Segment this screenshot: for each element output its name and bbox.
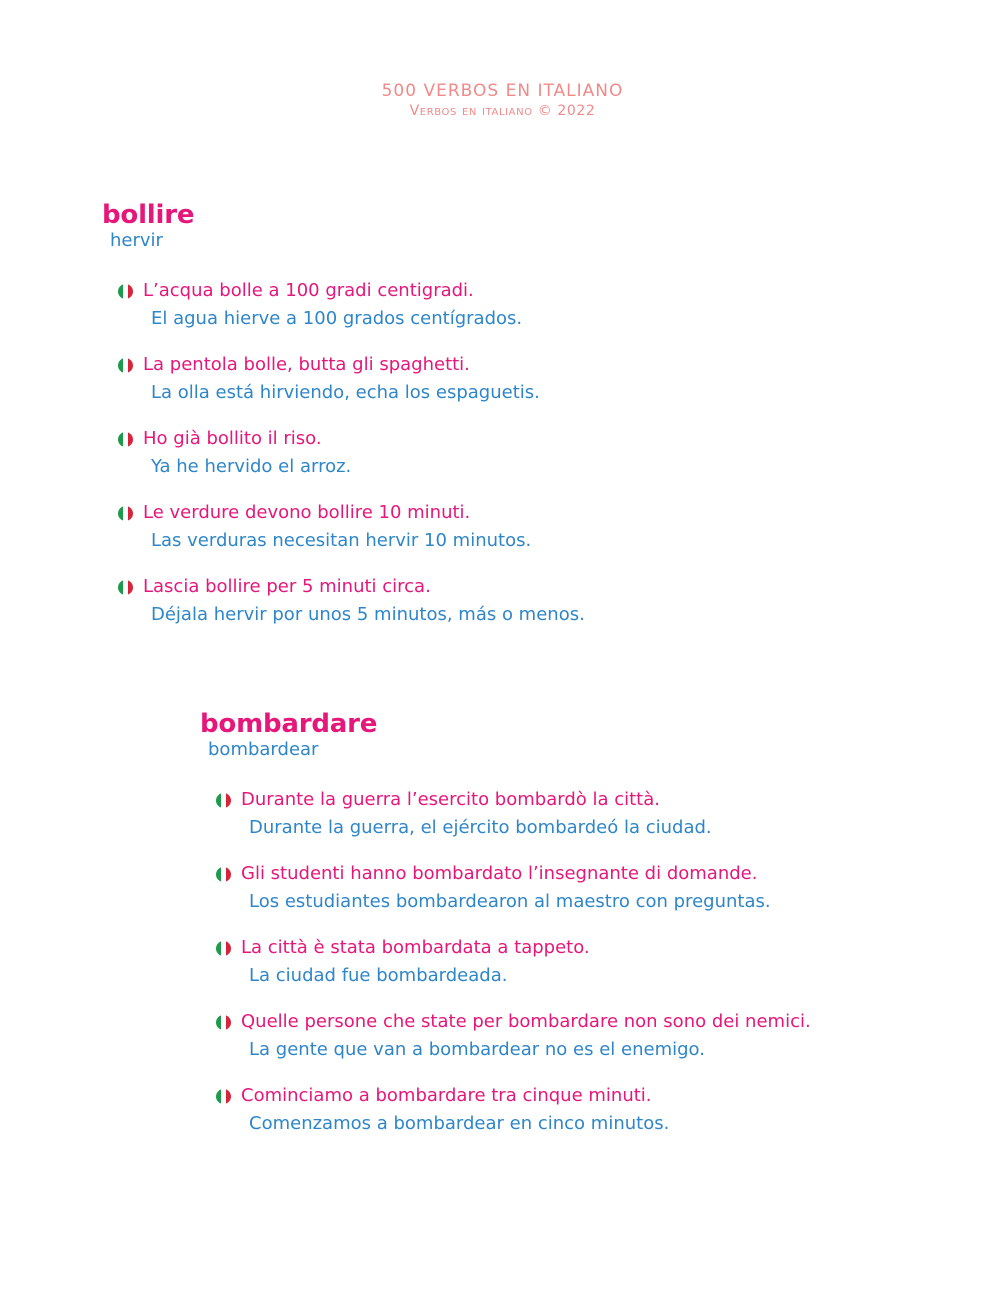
- example-spanish: La olla está hirviendo, echa los espaguetis.: [151, 382, 540, 403]
- example-item: [214, 1084, 670, 1158]
- example-spanish: Déjala hervir por unos 5 minutos, más o menos.: [151, 604, 585, 625]
- example-item: [116, 353, 540, 427]
- example-item: [116, 279, 523, 353]
- example-italian: La pentola bolle, butta gli spaghetti.: [143, 354, 470, 375]
- italian-flag-icon: [118, 580, 133, 595]
- book-subtitle: Verbos en italiano © 2022: [409, 103, 596, 119]
- book-title: 500 VERBOS EN ITALIANO: [381, 81, 624, 101]
- example-italian: Durante la guerra l’esercito bombardò la città.: [241, 789, 660, 810]
- example-italian: Gli studenti hanno bombardato l’insegnante di domande.: [241, 863, 758, 884]
- verb-entry-bombardare: [200, 709, 811, 1158]
- example-item: [116, 501, 532, 575]
- example-spanish: Las verduras necesitan hervir 10 minutos.: [151, 530, 532, 551]
- example-item: [116, 427, 352, 501]
- verb-title: bollire: [102, 200, 195, 230]
- example-spanish: Durante la guerra, el ejército bombardeó la ciudad.: [249, 817, 712, 838]
- example-item: [116, 575, 585, 649]
- verb-translation: hervir: [110, 230, 163, 251]
- example-spanish: Los estudiantes bombardearon al maestro con preguntas.: [249, 891, 771, 912]
- example-spanish: Ya he hervido el arroz.: [151, 456, 352, 477]
- italian-flag-icon: [118, 432, 133, 447]
- example-item: [214, 936, 590, 1010]
- example-spanish: La gente que van a bombardear no es el enemigo.: [249, 1039, 705, 1060]
- verb-title: bombardare: [200, 709, 378, 739]
- italian-flag-icon: [118, 358, 133, 373]
- example-list: [116, 279, 585, 649]
- italian-flag-icon: [118, 284, 133, 299]
- example-italian: La città è stata bombardata a tappeto.: [241, 937, 590, 958]
- example-italian: Lascia bollire per 5 minuti circa.: [143, 576, 431, 597]
- example-italian: Cominciamo a bombardare tra cinque minuti.: [241, 1085, 652, 1106]
- example-italian: Ho già bollito il riso.: [143, 428, 322, 449]
- example-item: [214, 788, 712, 862]
- example-spanish: Comenzamos a bombardear en cinco minutos.: [249, 1113, 670, 1134]
- page-header: [0, 80, 1005, 120]
- example-list: [214, 788, 811, 1158]
- italian-flag-icon: [216, 1015, 231, 1030]
- example-italian: Le verdure devono bollire 10 minuti.: [143, 502, 471, 523]
- italian-flag-icon: [118, 506, 133, 521]
- example-spanish: La ciudad fue bombardeada.: [249, 965, 508, 986]
- example-italian: L’acqua bolle a 100 gradi centigradi.: [143, 280, 474, 301]
- italian-flag-icon: [216, 793, 231, 808]
- example-item: [214, 1010, 811, 1084]
- example-item: [214, 862, 771, 936]
- example-italian: Quelle persone che state per bombardare non sono dei nemici.: [241, 1011, 811, 1032]
- italian-flag-icon: [216, 1089, 231, 1104]
- verb-entry-bollire: [102, 200, 585, 649]
- verb-translation: bombardear: [208, 739, 319, 760]
- italian-flag-icon: [216, 941, 231, 956]
- italian-flag-icon: [216, 867, 231, 882]
- example-spanish: El agua hierve a 100 grados centígrados.: [151, 308, 523, 329]
